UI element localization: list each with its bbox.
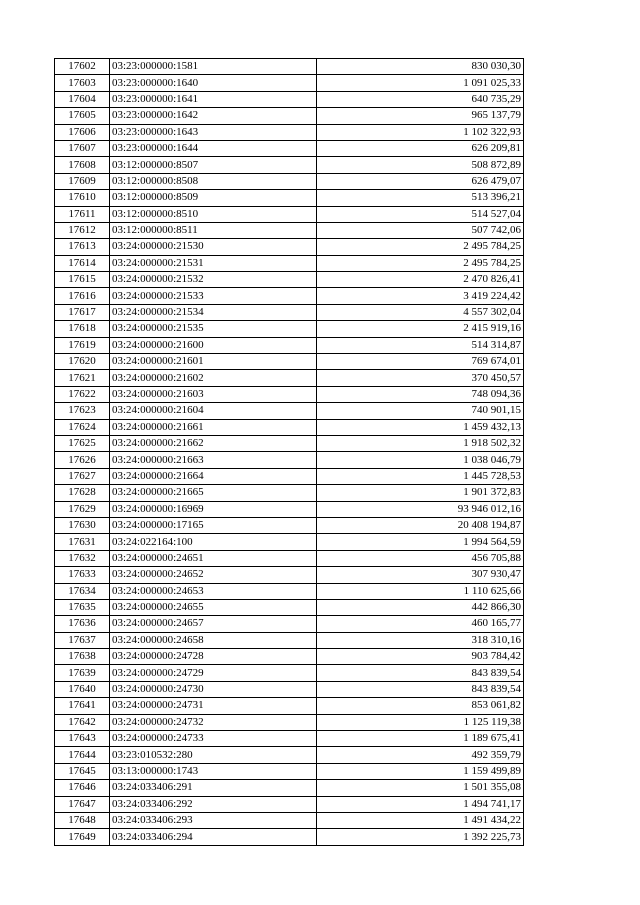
table-row	[55, 255, 524, 271]
cadastral-value-table	[54, 58, 524, 846]
cadastral-number-cell: 03:24:000000:21663	[110, 452, 317, 468]
cadastral-number-cell: 03:24:000000:21665	[110, 485, 317, 501]
row-number-cell: 17632	[55, 550, 110, 566]
table-row	[55, 550, 524, 566]
cadastral-number-cell: 03:24:022164:100	[110, 534, 317, 550]
row-number-cell: 17645	[55, 763, 110, 779]
cadastral-number-cell: 03:24:000000:24652	[110, 567, 317, 583]
value-cell: 456 705,88	[317, 550, 524, 566]
value-cell: 2 495 784,25	[317, 239, 524, 255]
value-cell: 20 408 194,87	[317, 517, 524, 533]
row-number-cell: 17611	[55, 206, 110, 222]
cadastral-number-cell: 03:12:000000:8508	[110, 173, 317, 189]
value-cell: 843 839,54	[317, 681, 524, 697]
table-row	[55, 59, 524, 75]
value-cell: 3 419 224,42	[317, 288, 524, 304]
cadastral-number-cell: 03:23:000000:1642	[110, 108, 317, 124]
cadastral-number-cell: 03:23:000000:1581	[110, 59, 317, 75]
table-row	[55, 272, 524, 288]
row-number-cell: 17627	[55, 468, 110, 484]
cadastral-number-cell: 03:24:000000:21532	[110, 272, 317, 288]
cadastral-number-cell: 03:24:033406:294	[110, 829, 317, 845]
value-cell: 1 392 225,73	[317, 829, 524, 845]
table-row	[55, 386, 524, 402]
row-number-cell: 17606	[55, 124, 110, 140]
cadastral-number-cell: 03:24:000000:17165	[110, 517, 317, 533]
row-number-cell: 17622	[55, 386, 110, 402]
value-cell: 903 784,42	[317, 649, 524, 665]
table-row	[55, 485, 524, 501]
row-number-cell: 17602	[55, 59, 110, 75]
value-cell: 514 527,04	[317, 206, 524, 222]
value-cell: 1 918 502,32	[317, 435, 524, 451]
table-row	[55, 567, 524, 583]
value-cell: 748 094,36	[317, 386, 524, 402]
row-number-cell: 17649	[55, 829, 110, 845]
value-cell: 2 470 826,41	[317, 272, 524, 288]
row-number-cell: 17642	[55, 714, 110, 730]
cadastral-number-cell: 03:23:010532:280	[110, 747, 317, 763]
value-cell: 1 994 564,59	[317, 534, 524, 550]
row-number-cell: 17609	[55, 173, 110, 189]
row-number-cell: 17614	[55, 255, 110, 271]
row-number-cell: 17628	[55, 485, 110, 501]
cadastral-number-cell: 03:24:033406:292	[110, 796, 317, 812]
value-cell: 492 359,79	[317, 747, 524, 763]
row-number-cell: 17620	[55, 354, 110, 370]
value-cell: 1 038 046,79	[317, 452, 524, 468]
value-cell: 1 189 675,41	[317, 731, 524, 747]
table-row	[55, 747, 524, 763]
value-cell: 513 396,21	[317, 190, 524, 206]
table-row	[55, 321, 524, 337]
row-number-cell: 17617	[55, 304, 110, 320]
table-row	[55, 419, 524, 435]
row-number-cell: 17629	[55, 501, 110, 517]
table-row	[55, 599, 524, 615]
value-cell: 1 494 741,17	[317, 796, 524, 812]
value-cell: 830 030,30	[317, 59, 524, 75]
table-row	[55, 812, 524, 828]
row-number-cell: 17631	[55, 534, 110, 550]
cadastral-number-cell: 03:24:000000:24651	[110, 550, 317, 566]
row-number-cell: 17637	[55, 632, 110, 648]
cadastral-number-cell: 03:24:000000:24657	[110, 616, 317, 632]
row-number-cell: 17607	[55, 140, 110, 156]
value-cell: 1 445 728,53	[317, 468, 524, 484]
row-number-cell: 17605	[55, 108, 110, 124]
row-number-cell: 17616	[55, 288, 110, 304]
table-row	[55, 583, 524, 599]
cadastral-number-cell: 03:24:000000:24653	[110, 583, 317, 599]
table-row	[55, 75, 524, 91]
value-cell: 1 159 499,89	[317, 763, 524, 779]
value-cell: 626 209,81	[317, 140, 524, 156]
table-row	[55, 452, 524, 468]
cadastral-number-cell: 03:24:000000:21664	[110, 468, 317, 484]
table-row	[55, 698, 524, 714]
value-cell: 460 165,77	[317, 616, 524, 632]
row-number-cell: 17633	[55, 567, 110, 583]
row-number-cell: 17643	[55, 731, 110, 747]
cadastral-number-cell: 03:24:000000:21662	[110, 435, 317, 451]
row-number-cell: 17625	[55, 435, 110, 451]
cadastral-number-cell: 03:24:000000:21530	[110, 239, 317, 255]
table-row	[55, 534, 524, 550]
value-cell: 442 866,30	[317, 599, 524, 615]
value-cell: 1 901 372,83	[317, 485, 524, 501]
table-row	[55, 616, 524, 632]
value-cell: 4 557 302,04	[317, 304, 524, 320]
value-cell: 1 102 322,93	[317, 124, 524, 140]
table-row	[55, 239, 524, 255]
row-number-cell: 17604	[55, 91, 110, 107]
table-row	[55, 140, 524, 156]
row-number-cell: 17641	[55, 698, 110, 714]
value-cell: 843 839,54	[317, 665, 524, 681]
table-row	[55, 190, 524, 206]
table-row	[55, 796, 524, 812]
table-row	[55, 337, 524, 353]
value-cell: 93 946 012,16	[317, 501, 524, 517]
row-number-cell: 17618	[55, 321, 110, 337]
value-cell: 1 110 625,66	[317, 583, 524, 599]
table-row	[55, 763, 524, 779]
table-row	[55, 681, 524, 697]
value-cell: 370 450,57	[317, 370, 524, 386]
row-number-cell: 17634	[55, 583, 110, 599]
table-row	[55, 403, 524, 419]
cadastral-number-cell: 03:24:033406:293	[110, 812, 317, 828]
row-number-cell: 17647	[55, 796, 110, 812]
cadastral-number-cell: 03:23:000000:1640	[110, 75, 317, 91]
row-number-cell: 17639	[55, 665, 110, 681]
row-number-cell: 17612	[55, 222, 110, 238]
value-cell: 514 314,87	[317, 337, 524, 353]
value-cell: 2 415 919,16	[317, 321, 524, 337]
table-row	[55, 665, 524, 681]
value-cell: 1 459 432,13	[317, 419, 524, 435]
cadastral-number-cell: 03:12:000000:8511	[110, 222, 317, 238]
value-cell: 307 930,47	[317, 567, 524, 583]
table-row	[55, 714, 524, 730]
row-number-cell: 17644	[55, 747, 110, 763]
table-row	[55, 124, 524, 140]
cadastral-number-cell: 03:23:000000:1644	[110, 140, 317, 156]
table-row	[55, 829, 524, 845]
value-cell: 1 091 025,33	[317, 75, 524, 91]
cadastral-number-cell: 03:24:000000:24728	[110, 649, 317, 665]
value-cell: 769 674,01	[317, 354, 524, 370]
row-number-cell: 17635	[55, 599, 110, 615]
table-row	[55, 780, 524, 796]
table-row	[55, 206, 524, 222]
table-row	[55, 91, 524, 107]
row-number-cell: 17621	[55, 370, 110, 386]
row-number-cell: 17623	[55, 403, 110, 419]
cadastral-number-cell: 03:24:000000:21535	[110, 321, 317, 337]
table-row	[55, 108, 524, 124]
row-number-cell: 17624	[55, 419, 110, 435]
row-number-cell: 17630	[55, 517, 110, 533]
cadastral-number-cell: 03:12:000000:8507	[110, 157, 317, 173]
row-number-cell: 17603	[55, 75, 110, 91]
table-row	[55, 173, 524, 189]
cadastral-number-cell: 03:24:000000:21601	[110, 354, 317, 370]
value-cell: 1 491 434,22	[317, 812, 524, 828]
value-cell: 318 310,16	[317, 632, 524, 648]
row-number-cell: 17636	[55, 616, 110, 632]
value-cell: 507 742,06	[317, 222, 524, 238]
row-number-cell: 17610	[55, 190, 110, 206]
table-row	[55, 157, 524, 173]
cadastral-number-cell: 03:23:000000:1641	[110, 91, 317, 107]
cadastral-number-cell: 03:24:000000:24733	[110, 731, 317, 747]
value-cell: 853 061,82	[317, 698, 524, 714]
table-row	[55, 304, 524, 320]
table-row	[55, 435, 524, 451]
table-row	[55, 501, 524, 517]
cadastral-number-cell: 03:24:000000:16969	[110, 501, 317, 517]
cadastral-number-cell: 03:13:000000:1743	[110, 763, 317, 779]
value-cell: 965 137,79	[317, 108, 524, 124]
cadastral-number-cell: 03:12:000000:8510	[110, 206, 317, 222]
table-body	[55, 59, 524, 846]
value-cell: 2 495 784,25	[317, 255, 524, 271]
row-number-cell: 17613	[55, 239, 110, 255]
value-cell: 626 479,07	[317, 173, 524, 189]
row-number-cell: 17648	[55, 812, 110, 828]
cadastral-number-cell: 03:24:000000:21603	[110, 386, 317, 402]
cadastral-number-cell: 03:24:000000:21661	[110, 419, 317, 435]
value-cell: 640 735,29	[317, 91, 524, 107]
table-row	[55, 222, 524, 238]
cadastral-number-cell: 03:23:000000:1643	[110, 124, 317, 140]
value-cell: 508 872,89	[317, 157, 524, 173]
cadastral-number-cell: 03:24:000000:21534	[110, 304, 317, 320]
table-row	[55, 354, 524, 370]
row-number-cell: 17646	[55, 780, 110, 796]
table-row	[55, 517, 524, 533]
table-row	[55, 370, 524, 386]
cadastral-number-cell: 03:24:000000:24731	[110, 698, 317, 714]
cadastral-number-cell: 03:24:000000:21600	[110, 337, 317, 353]
cadastral-number-cell: 03:24:000000:24658	[110, 632, 317, 648]
row-number-cell: 17626	[55, 452, 110, 468]
table-row	[55, 288, 524, 304]
cadastral-number-cell: 03:24:000000:21604	[110, 403, 317, 419]
row-number-cell: 17640	[55, 681, 110, 697]
cadastral-number-cell: 03:24:000000:21533	[110, 288, 317, 304]
cadastral-number-cell: 03:24:033406:291	[110, 780, 317, 796]
row-number-cell: 17638	[55, 649, 110, 665]
row-number-cell: 17608	[55, 157, 110, 173]
cadastral-number-cell: 03:24:000000:24655	[110, 599, 317, 615]
row-number-cell: 17619	[55, 337, 110, 353]
value-cell: 740 901,15	[317, 403, 524, 419]
table-row	[55, 632, 524, 648]
cadastral-number-cell: 03:24:000000:24730	[110, 681, 317, 697]
row-number-cell: 17615	[55, 272, 110, 288]
cadastral-number-cell: 03:24:000000:24729	[110, 665, 317, 681]
table-row	[55, 468, 524, 484]
table-row	[55, 649, 524, 665]
cadastral-number-cell: 03:24:000000:21602	[110, 370, 317, 386]
cadastral-number-cell: 03:12:000000:8509	[110, 190, 317, 206]
value-cell: 1 501 355,08	[317, 780, 524, 796]
cadastral-number-cell: 03:24:000000:24732	[110, 714, 317, 730]
table-row	[55, 731, 524, 747]
value-cell: 1 125 119,38	[317, 714, 524, 730]
cadastral-number-cell: 03:24:000000:21531	[110, 255, 317, 271]
